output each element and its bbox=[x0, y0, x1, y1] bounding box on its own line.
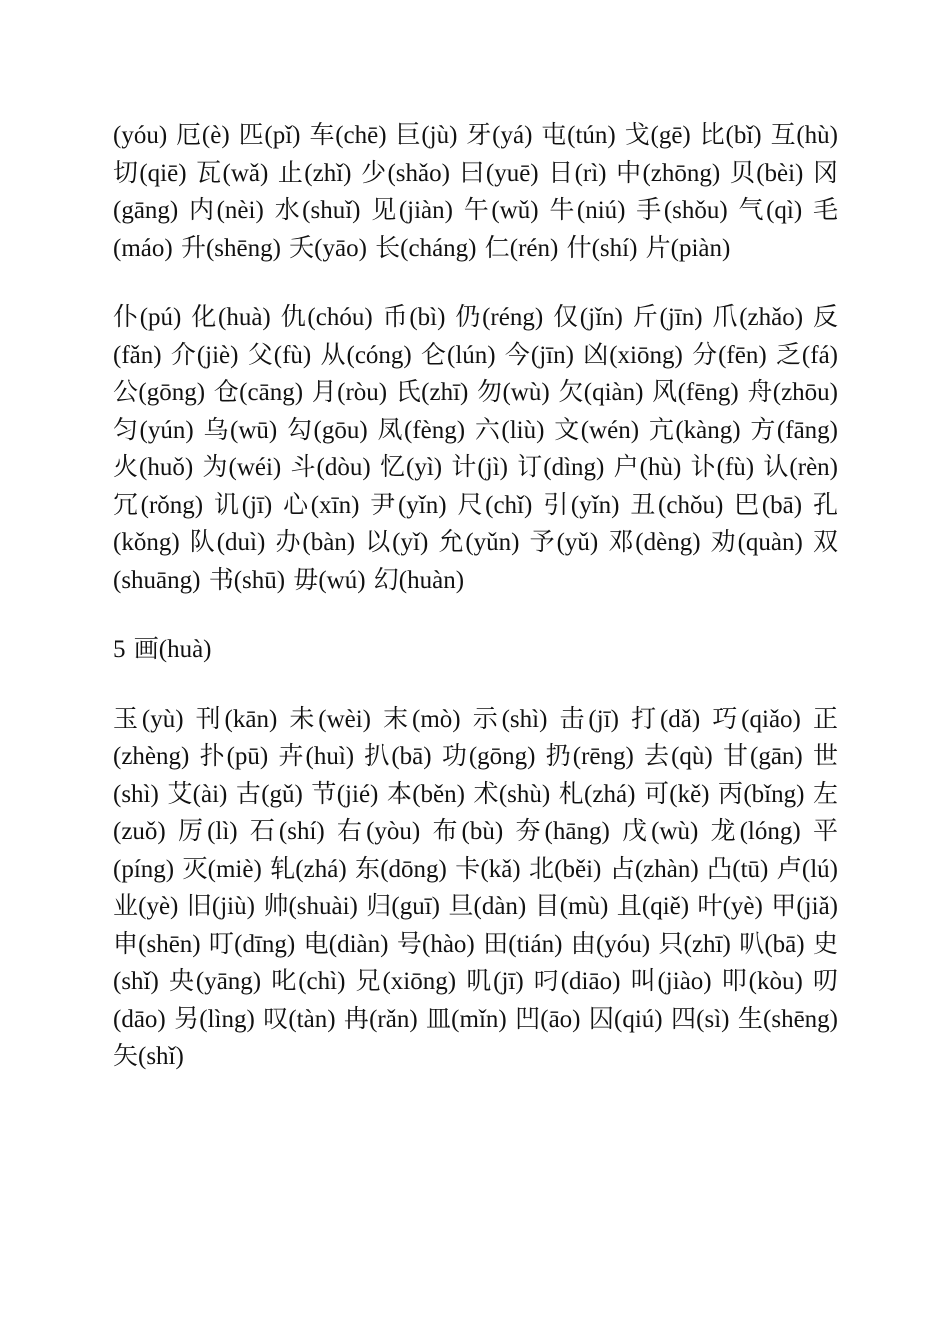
paragraph-four-stroke-list: 仆(pú) 化(huà) 仇(chóu) 币(bì) 仍(réng) 仅(jǐn) 斤(jīn) 爪(zhǎo) 反(fǎn) 介(jiè) 父(fù) 从(cóng) 仑(lún) 今(jīn) 凶(xiōng) 分(fēn) 乏(fá) 公(gōng) 仓(cāng) 月(ròu) 氏(zhī) 勿(wù) 欠(qiàn) 风(fēng) 舟(zhōu) 匀(yún) 乌(wū) 勾(gōu) 凤(fèng) 六(liù) 文(wén) 亢(kàng) 方(fāng) 火(huǒ) 为(wéi) 斗(dòu) 忆(yì) 计(jì) 订(dìng) 户(hù) 讣(fù) 认(rèn) 冗(rǒng) 讥(jī) 心(xīn) 尹(yǐn) 尺(chǐ) 引(yǐn) 丑(chǒu) 巴(bā) 孔(kǒng) 队(duì) 办(bàn) 以(yǐ) 允(yǔn) 予(yǔ) 邓(dèng) 劝(quàn) 双(shuāng) 书(shū) 毋(wú) 幻(huàn) bbox=[113, 304, 838, 594]
section-heading-five-strokes: 5 画(huà) bbox=[113, 636, 212, 663]
paragraph-five-stroke-list: 玉(yù) 刊(kān) 未(wèi) 末(mò) 示(shì) 击(jī) 打(dǎ) 巧(qiǎo) 正(zhèng) 扑(pū) 卉(huì) 扒(bā) 功(gōng) 扔(rēng) 去(qù) 甘(gān) 世(shì) 艾(ài) 古(gǔ) 节(jié) 本(běn) 术(shù) 札(zhá) 可(kě) 丙(bǐng) 左(zuǒ) 厉(lì) 石(shí) 右(yòu) 布(bù) 夯(hāng) 戊(wù) 龙(lóng) 平(píng) 灭(miè) 轧(zhá) 东(dōng) 卡(kǎ) 北(běi) 占(zhàn) 凸(tū) 卢(lú) 业(yè) 旧(jiù) 帅(shuài) 归(guī) 旦(dàn) 目(mù) 且(qiě) 叶(yè) 甲(jiǎ) 申(shēn) 叮(dīng) 电(diàn) 号(hào) 田(tián) 由(yóu) 只(zhī) 叭(bā) 史(shǐ) 央(yāng) 叱(chì) 兄(xiōng) 叽(jī) 叼(diāo) 叫(jiào) 叩(kòu) 叨(dāo) 另(lìng) 叹(tàn) 冉(rǎn) 皿(mǐn) 凹(āo) 囚(qiú) 四(sì) 生(shēng) 矢(shǐ) bbox=[113, 705, 838, 1070]
paragraph-four-stroke-continued: (yóu) 厄(è) 匹(pǐ) 车(chē) 巨(jù) 牙(yá) 屯(tún) 戈(gē) 比(bǐ) 互(hù) 切(qiē) 瓦(wǎ) 止(zhǐ) 少(shǎo) 曰(yuē) 日(rì) 中(zhōng) 贝(bèi) 冈(gāng) 内(nèi) 水(shuǐ) 见(jiàn) 午(wǔ) 牛(niú) 手(shǒu) 气(qì) 毛(máo) 升(shēng) 夭(yāo) 长(cháng) 仁(rén) 什(shí) 片(piàn) bbox=[113, 122, 838, 262]
document-page bbox=[113, 117, 838, 1076]
